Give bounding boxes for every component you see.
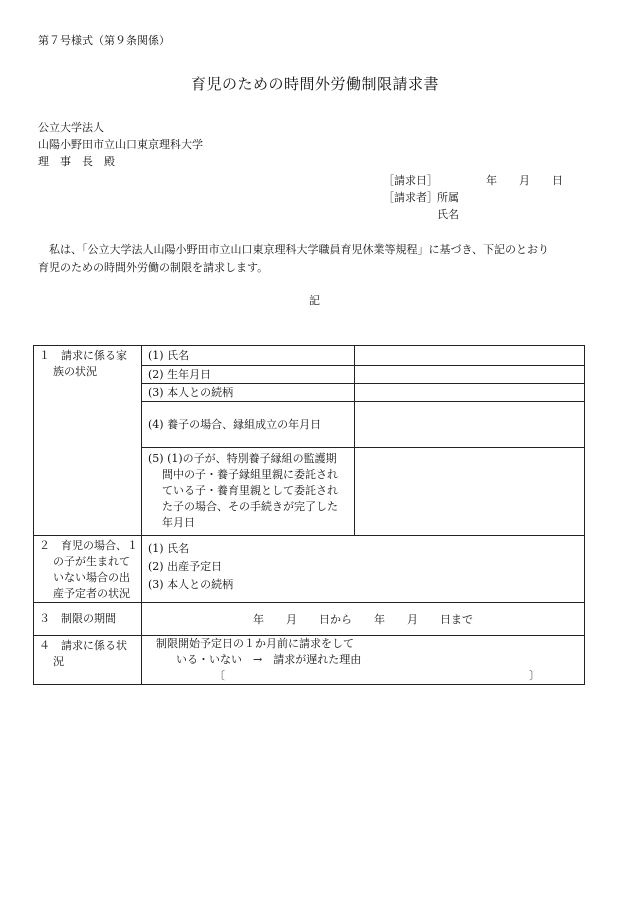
sec3-period-field[interactable]: 年 月 日から 年 月 日まで (142, 603, 585, 636)
addressee-line-3: 理 事 長 殿 (38, 155, 115, 168)
body-line-2: 育児のための時間外労働の制限を請求します。 (38, 261, 269, 274)
sec1-special-adoption-input[interactable] (355, 448, 585, 536)
reason-bracket-close: 〕 (529, 669, 540, 682)
sec4-status[interactable]: 制限開始予定日の１か月前に請求をして いる・いない → 請求が遅れた理由 〔 〕 (142, 636, 585, 685)
sec3-label: ３ 制限の期間 (34, 603, 142, 636)
sec1-item-special-adoption: (5) (1)の子が、特別養子縁組の監護期 間中の子・養子縁組里親に委託され ている子・養育里親として委託され た子の場合、その手続きが完了した 年月日 (142, 448, 355, 536)
sec1-item-relation: (3) 本人との続柄 (142, 384, 355, 402)
sec4-label: ４ 請求に係る状 況 (34, 636, 142, 685)
name-label: 氏名 (437, 208, 459, 221)
sec1-label: １ 請求に係る家 族の状況 (34, 346, 142, 536)
sec1-item-adoption-date: (4) 養子の場合、縁組成立の年月日 (142, 402, 355, 448)
request-date-label: ［請求日］ (383, 174, 438, 187)
reason-bracket-open: 〔 (214, 669, 225, 682)
affiliation-label: 所属 (437, 191, 459, 204)
sec2-label: ２ 育児の場合、１ の子が生まれて いない場合の出 産予定者の状況 (34, 536, 142, 603)
sec1-item-name: (1) 氏名 (142, 346, 355, 366)
addressee-line-1: 公立大学法人 (38, 121, 104, 134)
sec2-expectant-status[interactable]: (1) 氏名 (2) 出産予定日 (3) 本人との続柄 (142, 536, 585, 603)
sec1-relation-input[interactable] (355, 384, 585, 402)
requester-label: ［請求者］ (383, 191, 438, 204)
page-title: 育児のための時間外労働制限請求書 (190, 75, 439, 93)
sec1-name-input[interactable] (355, 346, 585, 366)
addressee-line-2: 山陽小野田市立山口東京理科大学 (38, 138, 203, 151)
request-date-field[interactable]: 年 月 日 (486, 174, 563, 187)
sec1-adoption-date-input[interactable] (355, 402, 585, 448)
sec1-item-birthdate: (2) 生年月日 (142, 366, 355, 384)
form-number: 第７号様式（第９条関係） (38, 34, 170, 47)
ki-heading: 記 (309, 294, 320, 307)
request-table (33, 345, 585, 685)
body-line-1: 私は、「公立大学法人山陽小野田市立山口東京理科大学職員育児休業等規程」に基づき、下記のとおり (38, 243, 550, 256)
sec1-birthdate-input[interactable] (355, 366, 585, 384)
